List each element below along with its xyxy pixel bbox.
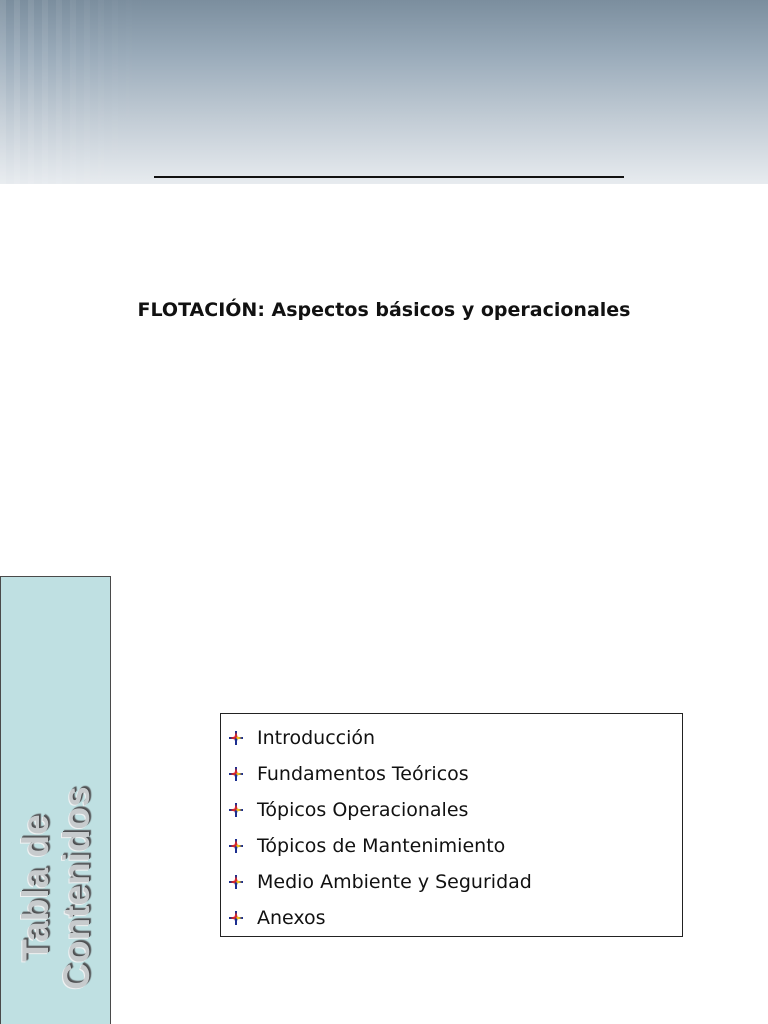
toc-item-label: Medio Ambiente y Seguridad (257, 871, 532, 893)
header-stripes-decoration (0, 0, 150, 184)
table-of-contents-box (220, 713, 683, 937)
toc-item-label: Tópicos Operacionales (257, 799, 469, 821)
toc-item-fundamentos-teoricos[interactable] (221, 756, 682, 792)
toc-item-label: Introducción (257, 727, 376, 749)
toc-item-topicos-operacionales[interactable] (221, 792, 682, 828)
toc-item-medio-ambiente-y-seguridad[interactable] (221, 864, 682, 900)
toc-item-label: Fundamentos Teóricos (257, 763, 469, 785)
four-point-star-bullet-icon (229, 767, 243, 781)
four-point-star-bullet-icon (229, 911, 243, 925)
document-title: FLOTACIÓN: Aspectos básicos y operacionales (137, 299, 631, 321)
toc-list (221, 714, 682, 936)
header-divider-line (154, 176, 624, 178)
header-band (0, 0, 768, 184)
four-point-star-bullet-icon (229, 803, 243, 817)
toc-item-topicos-de-mantenimiento[interactable] (221, 828, 682, 864)
side-panel-label: Tabla de Contenidos (15, 786, 97, 990)
four-point-star-bullet-icon (229, 875, 243, 889)
toc-item-label: Tópicos de Mantenimiento (257, 835, 506, 857)
toc-item-anexos[interactable] (221, 900, 682, 936)
toc-item-label: Anexos (257, 907, 326, 929)
four-point-star-bullet-icon (229, 839, 243, 853)
toc-item-introduccion[interactable] (221, 720, 682, 756)
four-point-star-bullet-icon (229, 731, 243, 745)
